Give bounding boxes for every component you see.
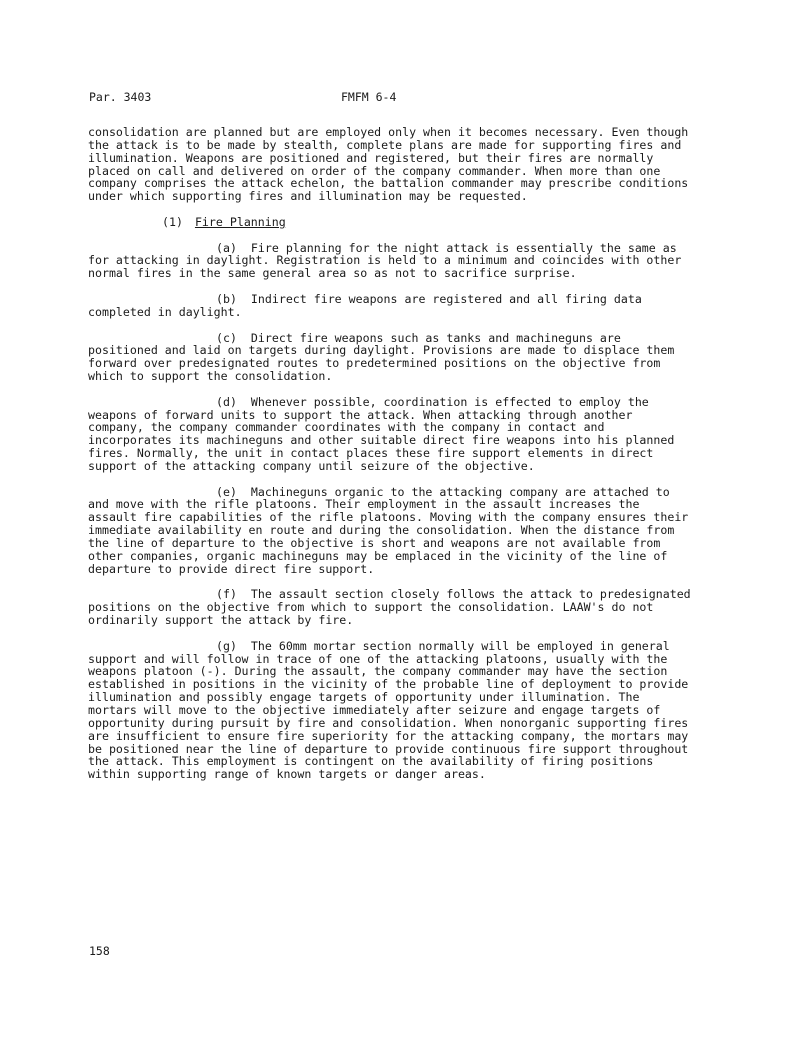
document-id: FMFM 6-4 (341, 90, 397, 104)
subparagraph-label: (e) (216, 484, 237, 499)
subparagraph-text: Machineguns organic to the attacking company are attached to and move with the rifle platoons. Their employment in the assault increases the assault fire capabilities of the rifle platoons. Moving with the company ensures their immediate availability en route and during the consolidation. When the distance from the line of departure to the objective is short and weapons are not available from other companies, organic machineguns may be emplaced in the vicinity of the line of departure to provide direct fire support. (88, 484, 696, 576)
subparagraph-b (88, 293, 692, 319)
page-number: 158 (89, 944, 110, 958)
subparagraph-e (88, 484, 696, 576)
subparagraph-d (88, 396, 692, 473)
subparagraph-g (88, 638, 696, 782)
subparagraph-label: (b) (216, 291, 237, 306)
subparagraph-c (88, 332, 692, 383)
subparagraph-a (88, 242, 692, 281)
subparagraph-label: (f) (216, 587, 237, 602)
subparagraph-text: The assault section closely follows the attack to predesignated positions on the objective from which to support the consolidation. LAAW's do not ordinarily support the attack by fire. (88, 587, 698, 628)
paragraph-reference: Par. 3403 (89, 90, 152, 104)
page-header (89, 89, 709, 105)
subparagraph-text: Indirect fire weapons are registered and all firing data completed in daylight. (88, 291, 649, 319)
subparagraph-text: The 60mm mortar section normally will be employed in general support and will follow in trace of one of the attacking platoons, usually with the weapons platoon (-). During the assault, the company commander may have the section established in positions in the vicinity of the probable line of deployment to provide illumination and possibly engage targets of opportunity under illumination. The mortars will move to the objective immediately after seizure and engage targets of opportunity during pursuit by fire and consolidation. When nonorganic supporting fires are insufficient to ensure fire superiority for the attacking company, the mortars may be positioned near the line of departure to provide continuous fire support throughout the attack. This employment is contingent on the availability of firing positions within supporting range of known targets or danger areas. (88, 638, 696, 782)
section-heading (88, 216, 692, 229)
subparagraph-label: (g) (216, 638, 237, 653)
subparagraph-text: Direct fire weapons such as tanks and machineguns are positioned and laid on targets during daylight. Provisions are made to displace them forward over predesignated routes to predetermined positions on the objective from which to support the consolidation. (88, 330, 682, 384)
subparagraph-text: Fire planning for the night attack is essentially the same as for attacking in daylight. Registration is held to a minimum and coincides with other normal fires in the same general area so as not to sacrifice surprise. (88, 240, 689, 281)
subparagraph-label: (a) (216, 240, 237, 255)
subparagraph-f (88, 587, 698, 628)
document-body (88, 125, 698, 794)
subparagraph-label: (d) (216, 394, 237, 409)
intro-paragraph: consolidation are planned but are employed only when it becomes necessary. Even though the attack is to be made by stealth, complete plans are made for supporting fires and illumination. Weapons are positioned and registered, but their fires are normally placed on call and delivered on order of the company commander. When more than one company comprises the attack echelon, the battalion commander may prescribe conditions under which supporting fires and illumination may be requested. (88, 125, 696, 204)
section-title: Fire Planning (194, 214, 286, 229)
section-number: (1) (162, 214, 183, 229)
subparagraph-text: Whenever possible, coordination is effected to employ the weapons of forward units to support the attack. When attacking through another company, the company commander coordinates with the company in contact and incorporates its machineguns and other suitable direct fire weapons into his planned fires. Normally, the unit in contact places these fire support elements in direct support of the attacking company until seizure of the objective. (88, 394, 682, 473)
subparagraph-label: (c) (216, 330, 237, 345)
